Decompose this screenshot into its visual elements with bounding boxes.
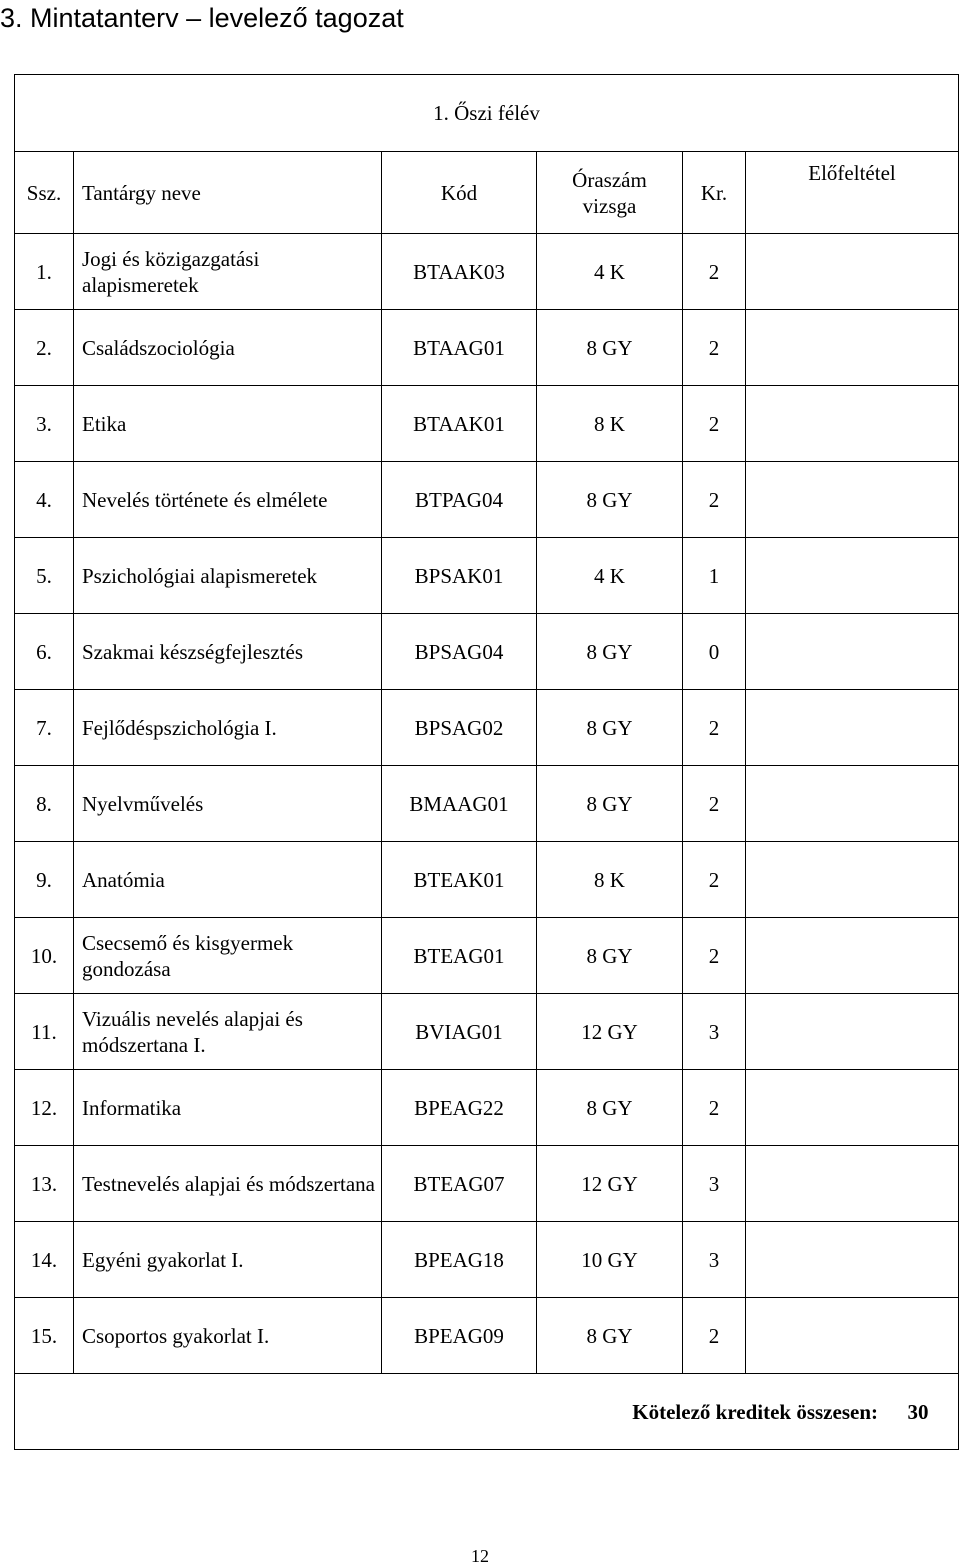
header-oraszam (537, 152, 683, 234)
cell-elofeltetel (746, 994, 959, 1070)
header-elofeltetel: Előfeltétel (746, 152, 959, 234)
cell-oraszam: 4 K (537, 234, 683, 310)
cell-ssz: 12. (15, 1070, 74, 1146)
cell-elofeltetel (746, 386, 959, 462)
cell-kr: 2 (683, 310, 746, 386)
table-row (15, 1298, 959, 1374)
table-row (15, 462, 959, 538)
header-kr: Kr. (683, 152, 746, 234)
header-oraszam-line2: vizsga (582, 193, 637, 218)
cell-name: Vizuális nevelés alapjai és módszertana I. (74, 994, 382, 1070)
cell-name: Testnevelés alapjai és módszertana (74, 1146, 382, 1222)
total-cell (15, 1374, 959, 1450)
cell-ssz: 7. (15, 690, 74, 766)
cell-name: Fejlődéspszichológia I. (74, 690, 382, 766)
cell-name: Egyéni gyakorlat I. (74, 1222, 382, 1298)
total-value: 30 (907, 1399, 929, 1424)
cell-kr: 3 (683, 1146, 746, 1222)
cell-ssz: 4. (15, 462, 74, 538)
semester-row (15, 75, 959, 152)
cell-elofeltetel (746, 766, 959, 842)
cell-name: Csecsemő és kisgyermek gondozása (74, 918, 382, 994)
semester-title: 1. Őszi félév (15, 75, 959, 152)
cell-kod: BPEAG22 (382, 1070, 537, 1146)
table-row (15, 994, 959, 1070)
cell-kr: 2 (683, 234, 746, 310)
cell-elofeltetel (746, 462, 959, 538)
header-ssz: Ssz. (15, 152, 74, 234)
cell-elofeltetel (746, 690, 959, 766)
header-name: Tantárgy neve (74, 152, 382, 234)
cell-elofeltetel (746, 918, 959, 994)
total-row (15, 1374, 959, 1450)
cell-kr: 2 (683, 1070, 746, 1146)
cell-oraszam: 8 GY (537, 1070, 683, 1146)
cell-kod: BTAAK03 (382, 234, 537, 310)
cell-kr: 2 (683, 386, 746, 462)
cell-name: Szakmai készségfejlesztés (74, 614, 382, 690)
cell-elofeltetel (746, 234, 959, 310)
cell-kod: BTEAG07 (382, 1146, 537, 1222)
cell-elofeltetel (746, 1298, 959, 1374)
cell-kod: BTEAG01 (382, 918, 537, 994)
cell-oraszam: 8 GY (537, 310, 683, 386)
cell-ssz: 13. (15, 1146, 74, 1222)
cell-ssz: 2. (15, 310, 74, 386)
cell-oraszam: 8 GY (537, 918, 683, 994)
table-row (15, 234, 959, 310)
cell-kod: BTAAG01 (382, 310, 537, 386)
cell-elofeltetel (746, 614, 959, 690)
cell-kr: 2 (683, 766, 746, 842)
cell-oraszam: 12 GY (537, 1146, 683, 1222)
table-row (15, 842, 959, 918)
cell-kr: 2 (683, 842, 746, 918)
cell-ssz: 3. (15, 386, 74, 462)
curriculum-table (14, 74, 959, 1450)
cell-name: Családszociológia (74, 310, 382, 386)
table-row (15, 690, 959, 766)
cell-kr: 3 (683, 994, 746, 1070)
table-row (15, 310, 959, 386)
cell-ssz: 9. (15, 842, 74, 918)
page-heading: 3. Mintatanterv – levelező tagozat (0, 3, 404, 33)
cell-kod: BPEAG09 (382, 1298, 537, 1374)
cell-kr: 1 (683, 538, 746, 614)
cell-kod: BVIAG01 (382, 994, 537, 1070)
cell-name: Pszichológiai alapismeretek (74, 538, 382, 614)
cell-kod: BMAAG01 (382, 766, 537, 842)
table-row (15, 1070, 959, 1146)
cell-elofeltetel (746, 842, 959, 918)
total-label: Kötelező kreditek összesen: (632, 1399, 878, 1424)
cell-kr: 2 (683, 918, 746, 994)
table-row (15, 538, 959, 614)
cell-oraszam: 10 GY (537, 1222, 683, 1298)
cell-elofeltetel (746, 1070, 959, 1146)
cell-oraszam: 12 GY (537, 994, 683, 1070)
cell-ssz: 10. (15, 918, 74, 994)
header-kod: Kód (382, 152, 537, 234)
cell-oraszam: 8 K (537, 386, 683, 462)
cell-kr: 2 (683, 462, 746, 538)
cell-ssz: 8. (15, 766, 74, 842)
cell-elofeltetel (746, 1222, 959, 1298)
cell-ssz: 5. (15, 538, 74, 614)
cell-name: Informatika (74, 1070, 382, 1146)
header-oraszam-line1: Óraszám (572, 167, 647, 192)
cell-name: Nyelvművelés (74, 766, 382, 842)
cell-ssz: 1. (15, 234, 74, 310)
cell-ssz: 11. (15, 994, 74, 1070)
cell-kod: BPSAK01 (382, 538, 537, 614)
table-row (15, 614, 959, 690)
cell-ssz: 15. (15, 1298, 74, 1374)
cell-kod: BPSAG04 (382, 614, 537, 690)
cell-kr: 2 (683, 690, 746, 766)
cell-name: Nevelés története és elmélete (74, 462, 382, 538)
cell-elofeltetel (746, 310, 959, 386)
cell-oraszam: 8 GY (537, 1298, 683, 1374)
cell-oraszam: 8 GY (537, 614, 683, 690)
cell-kr: 2 (683, 1298, 746, 1374)
cell-oraszam: 4 K (537, 538, 683, 614)
cell-ssz: 6. (15, 614, 74, 690)
cell-oraszam: 8 GY (537, 462, 683, 538)
table-row (15, 1146, 959, 1222)
cell-name: Etika (74, 386, 382, 462)
table-row (15, 386, 959, 462)
cell-kr: 0 (683, 614, 746, 690)
table-row (15, 918, 959, 994)
cell-name: Anatómia (74, 842, 382, 918)
cell-name: Csoportos gyakorlat I. (74, 1298, 382, 1374)
page-number: 12 (471, 1546, 489, 1566)
cell-elofeltetel (746, 538, 959, 614)
header-row (15, 152, 959, 234)
cell-ssz: 14. (15, 1222, 74, 1298)
cell-elofeltetel (746, 1146, 959, 1222)
cell-kr: 3 (683, 1222, 746, 1298)
table-row (15, 766, 959, 842)
cell-oraszam: 8 GY (537, 690, 683, 766)
table-row (15, 1222, 959, 1298)
cell-name: Jogi és közigazgatási alapismeretek (74, 234, 382, 310)
cell-oraszam: 8 K (537, 842, 683, 918)
cell-kod: BPSAG02 (382, 690, 537, 766)
cell-kod: BTPAG04 (382, 462, 537, 538)
cell-kod: BTAAK01 (382, 386, 537, 462)
cell-kod: BTEAK01 (382, 842, 537, 918)
cell-oraszam: 8 GY (537, 766, 683, 842)
cell-kod: BPEAG18 (382, 1222, 537, 1298)
